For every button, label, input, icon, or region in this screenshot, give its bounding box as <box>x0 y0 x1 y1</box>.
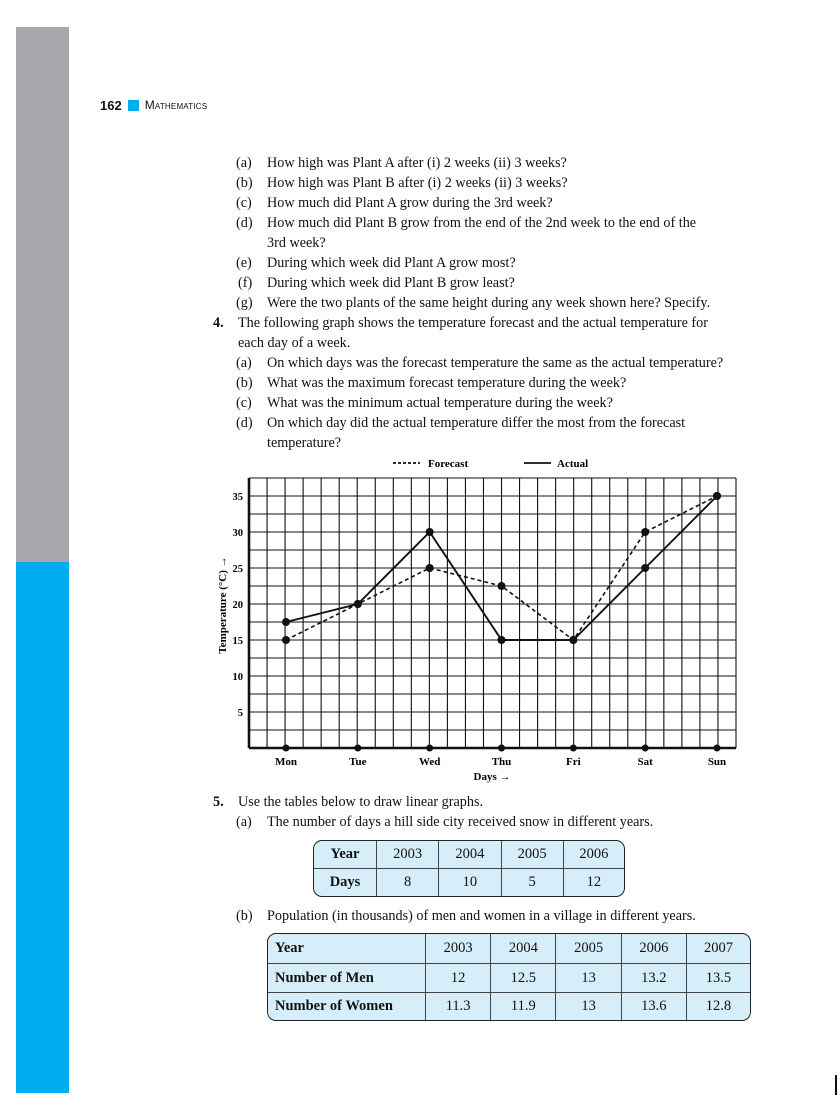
chart-labels <box>217 492 726 783</box>
table-cell: 2006 <box>564 841 624 869</box>
table-cell: 11.3 <box>426 993 491 1020</box>
table-row <box>314 841 624 869</box>
data-point-actual <box>282 618 290 626</box>
y-tick-label: 15 <box>232 636 243 647</box>
page-number: 162 <box>100 97 122 113</box>
table-cell: 13.6 <box>622 993 687 1020</box>
table-row <box>268 993 750 1020</box>
y-tick-label: 35 <box>232 492 243 503</box>
data-point-actual <box>641 564 649 572</box>
table-cell: 2005 <box>556 934 621 964</box>
row-header: Year <box>268 934 426 964</box>
snow-days-table <box>313 840 625 897</box>
x-tick-label: Tue <box>349 756 367 768</box>
x-tick-dot <box>426 745 433 752</box>
row-header: Days <box>314 869 377 896</box>
table-cell: 2003 <box>426 934 491 964</box>
x-tick-label: Wed <box>418 756 441 768</box>
edge-mark <box>835 1075 837 1095</box>
data-point-actual <box>713 492 721 500</box>
data-point-actual <box>354 600 362 608</box>
data-point-forecast <box>282 636 290 644</box>
population-table <box>267 933 751 1021</box>
x-tick-dot <box>714 745 721 752</box>
table-row <box>314 869 624 896</box>
chart-legend <box>393 458 588 470</box>
q4-item-d-cont: temperature? <box>267 435 342 451</box>
x-tick-label: Sun <box>707 756 727 768</box>
table-cell: 13 <box>556 964 621 993</box>
data-point-actual <box>569 636 577 644</box>
x-tick-dot <box>354 745 361 752</box>
table-cell: 12 <box>426 964 491 993</box>
x-tick-dot <box>498 745 505 752</box>
table-cell: 2003 <box>377 841 439 869</box>
legend-label-actual: Actual <box>557 458 589 470</box>
x-tick-dot <box>642 745 649 752</box>
table-row <box>268 964 750 993</box>
table-cell: 8 <box>377 869 439 896</box>
x-axis-title: Days → <box>473 771 511 783</box>
row-header: Number of Women <box>268 993 426 1020</box>
table-cell: 13.2 <box>622 964 687 993</box>
table-cell: 12.5 <box>491 964 556 993</box>
x-tick-dot <box>283 745 290 752</box>
table-cell: 11.9 <box>491 993 556 1020</box>
table-cell: 2004 <box>439 841 501 869</box>
y-tick-label: 25 <box>232 564 243 575</box>
x-tick-label: Sat <box>637 756 653 768</box>
y-tick-label: 20 <box>232 600 243 611</box>
x-tick-label: Thu <box>491 756 512 768</box>
table-cell: 12 <box>586 874 602 890</box>
table-cell: 2005 <box>502 841 564 869</box>
table-cell: 2007 <box>687 934 750 964</box>
y-tick-label: 5 <box>237 708 243 719</box>
data-point-forecast <box>641 528 649 536</box>
q3-item-d-cont: 3rd week? <box>267 235 326 251</box>
data-point-forecast <box>498 582 506 590</box>
row-header: Year <box>314 841 377 869</box>
subject-title: Mathematics <box>144 98 208 112</box>
table-cell: 13 <box>556 993 621 1020</box>
table-row <box>268 934 750 964</box>
q4-stem-cont: each day of a week. <box>238 335 351 351</box>
y-tick-label: 10 <box>232 672 243 683</box>
legend-label-forecast: Forecast <box>428 458 469 470</box>
data-point-forecast <box>426 564 434 572</box>
table-cell: 13.5 <box>687 964 750 993</box>
table-cell: 2006 <box>622 934 687 964</box>
table-cell: 12.8 <box>705 998 732 1014</box>
x-tick-label: Mon <box>275 756 297 768</box>
y-axis-title: Temperature (°C) → <box>217 556 229 654</box>
row-header: Number of Men <box>268 964 426 993</box>
data-point-actual <box>426 528 434 536</box>
x-tick-dot <box>570 745 577 752</box>
table-cell: 2004 <box>491 934 556 964</box>
x-tick-label: Fri <box>565 756 581 768</box>
table-cell: 10 <box>439 869 501 896</box>
y-tick-label: 30 <box>232 528 243 539</box>
data-point-actual <box>498 636 506 644</box>
table-cell: 5 <box>502 869 564 896</box>
